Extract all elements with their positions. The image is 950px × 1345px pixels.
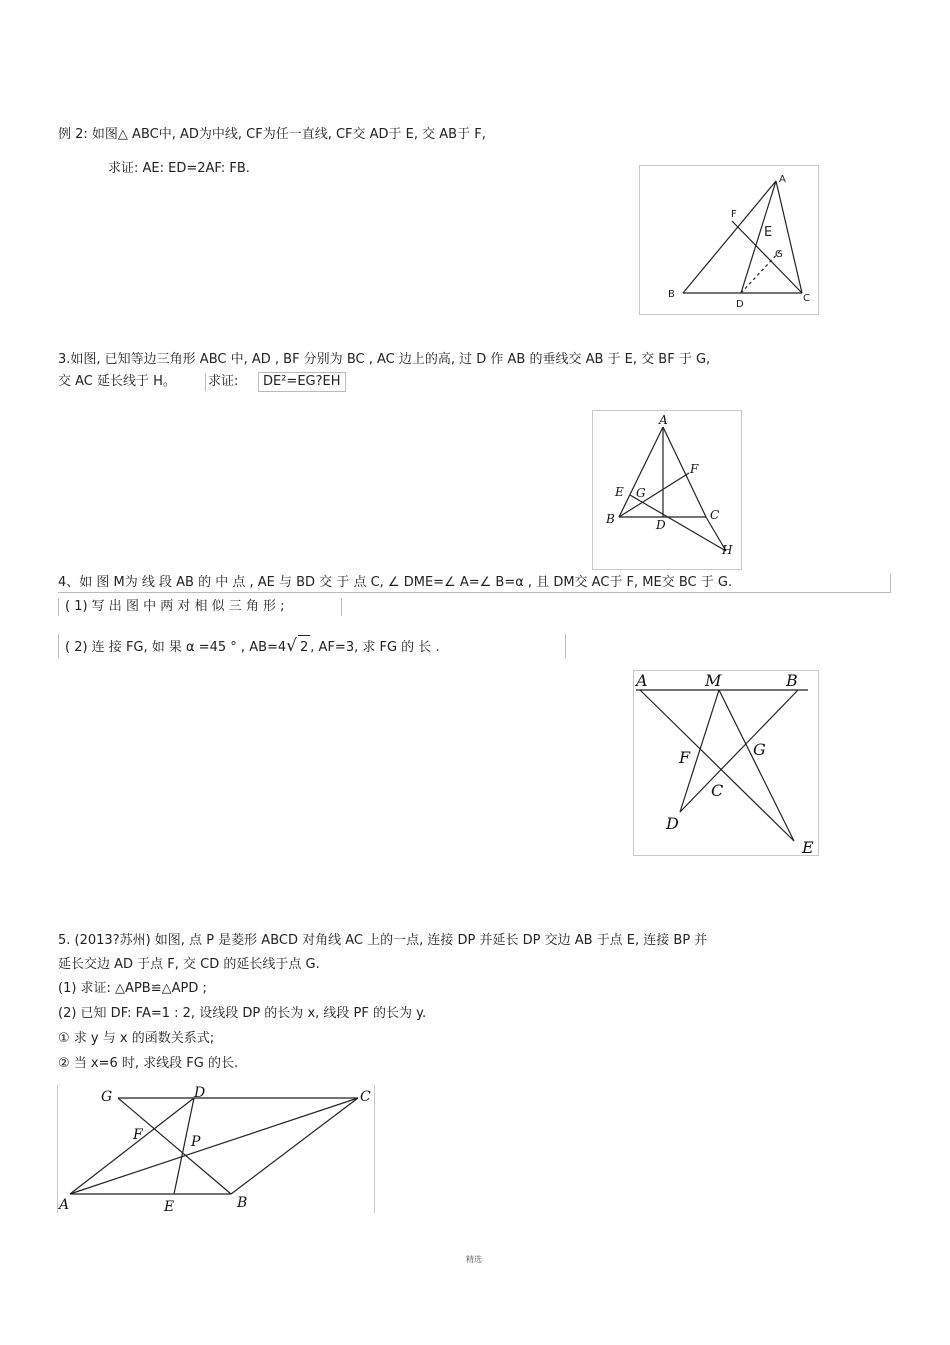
- label-b: B: [668, 289, 675, 300]
- label-g: G: [636, 486, 646, 500]
- problem4-question2: [58, 634, 566, 658]
- label-e: E: [164, 1199, 175, 1213]
- segment-eh: [630, 495, 726, 551]
- label-c: C: [711, 781, 724, 800]
- label-f: F: [731, 209, 737, 220]
- segment-bd: [680, 690, 798, 812]
- label-e: E: [764, 225, 773, 240]
- problem3-figure: [592, 410, 742, 570]
- label-g: G: [753, 740, 766, 759]
- segment-ac: [776, 181, 802, 293]
- problem5-figure: [57, 1085, 375, 1213]
- problem5-question2a: ① 求 y 与 x 的函数关系式;: [58, 1031, 215, 1046]
- label-g: G: [775, 249, 783, 260]
- problem5-question1: (1) 求证: △APB≌△APD ;: [58, 981, 207, 996]
- label-c: C: [803, 293, 810, 304]
- segment-bc: [231, 1098, 358, 1194]
- label-d: D: [656, 518, 666, 532]
- problem4-question2-text: ( 2) 连 接 FG, 如 果 α =45 ° , AB=4: [65, 640, 287, 655]
- problem4-figure: [633, 670, 819, 856]
- example2-statement: 例 2: 如图△ ABC中, AD为中线, CF为任一直线, CF交 AD于 E, 交 AB于 F,: [58, 127, 486, 142]
- problem5-question2b: ② 当 x=6 时, 求线段 FG 的长.: [58, 1056, 239, 1071]
- label-p: P: [191, 1134, 201, 1150]
- page-footer: 精选: [466, 1255, 482, 1264]
- label-b: B: [786, 671, 798, 690]
- sqrt-symbol: √: [286, 636, 298, 656]
- label-f: F: [690, 462, 699, 476]
- problem4-question2-tail: , AF=3, 求 FG 的 长 .: [310, 640, 440, 655]
- label-f: F: [133, 1127, 143, 1143]
- label-h: H: [722, 543, 733, 557]
- segment-ac: [663, 427, 706, 517]
- segment-ab: [683, 181, 776, 293]
- label-b: B: [237, 1195, 248, 1211]
- sqrt-radicand: 2: [298, 635, 310, 660]
- problem5-statement-line1: 5. (2013?苏州) 如图, 点 P 是菱形 ABCD 对角线 AC 上的一点, 连接 DP 并延长 DP 交边 AB 于点 E, 连接 BP 并: [58, 933, 708, 948]
- example2-figure: [639, 165, 819, 315]
- label-d: D: [736, 299, 744, 310]
- segment-me: [719, 690, 794, 841]
- label-a: A: [779, 174, 786, 185]
- label-b: B: [606, 512, 615, 526]
- problem5-question2: (2) 已知 DF: FA=1 : 2, 设线段 DP 的长为 x, 线段 PF 的长为 y.: [58, 1006, 427, 1021]
- label-f: F: [679, 748, 691, 767]
- label-a: A: [659, 413, 668, 427]
- example2-proof-goal: 求证: AE: ED=2AF: FB.: [108, 161, 250, 176]
- problem3-proof-goal: DE²=EG?EH: [258, 372, 346, 392]
- label-d: D: [666, 814, 679, 833]
- label-e: E: [802, 838, 814, 855]
- problem4-question1: ( 1) 写 出 图 中 两 对 相 似 三 角 形 ;: [58, 598, 342, 616]
- segment-ae: [640, 690, 794, 841]
- problem3-proof-label: 求证:: [205, 373, 238, 391]
- problem5-statement-line2: 延长交边 AD 于点 F, 交 CD 的延长线于点 G.: [58, 957, 320, 972]
- label-d: D: [194, 1085, 206, 1101]
- label-a: A: [636, 671, 648, 690]
- problem4-statement: 4、如 图 M为 线 段 AB 的 中 点 , AE 与 BD 交 于 点 C, ∠ DME=∠ A=∠ B=α , 且 DM交 AC于 F, ME交 BC 于 G.: [58, 574, 891, 593]
- label-a: A: [59, 1197, 70, 1213]
- problem3-statement-line2: 交 AC 延长线于 H。: [58, 374, 176, 389]
- label-c: C: [360, 1089, 371, 1105]
- label-e: E: [615, 485, 624, 499]
- label-g: G: [101, 1089, 113, 1105]
- label-m: M: [705, 671, 722, 690]
- problem3-statement-line1: 3.如图, 已知等边三角形 ABC 中, AD , BF 分别为 BC , AC 边上的高, 过 D 作 AB 的垂线交 AB 于 E, 交 BF 于 G,: [58, 352, 711, 367]
- label-c: C: [710, 508, 720, 522]
